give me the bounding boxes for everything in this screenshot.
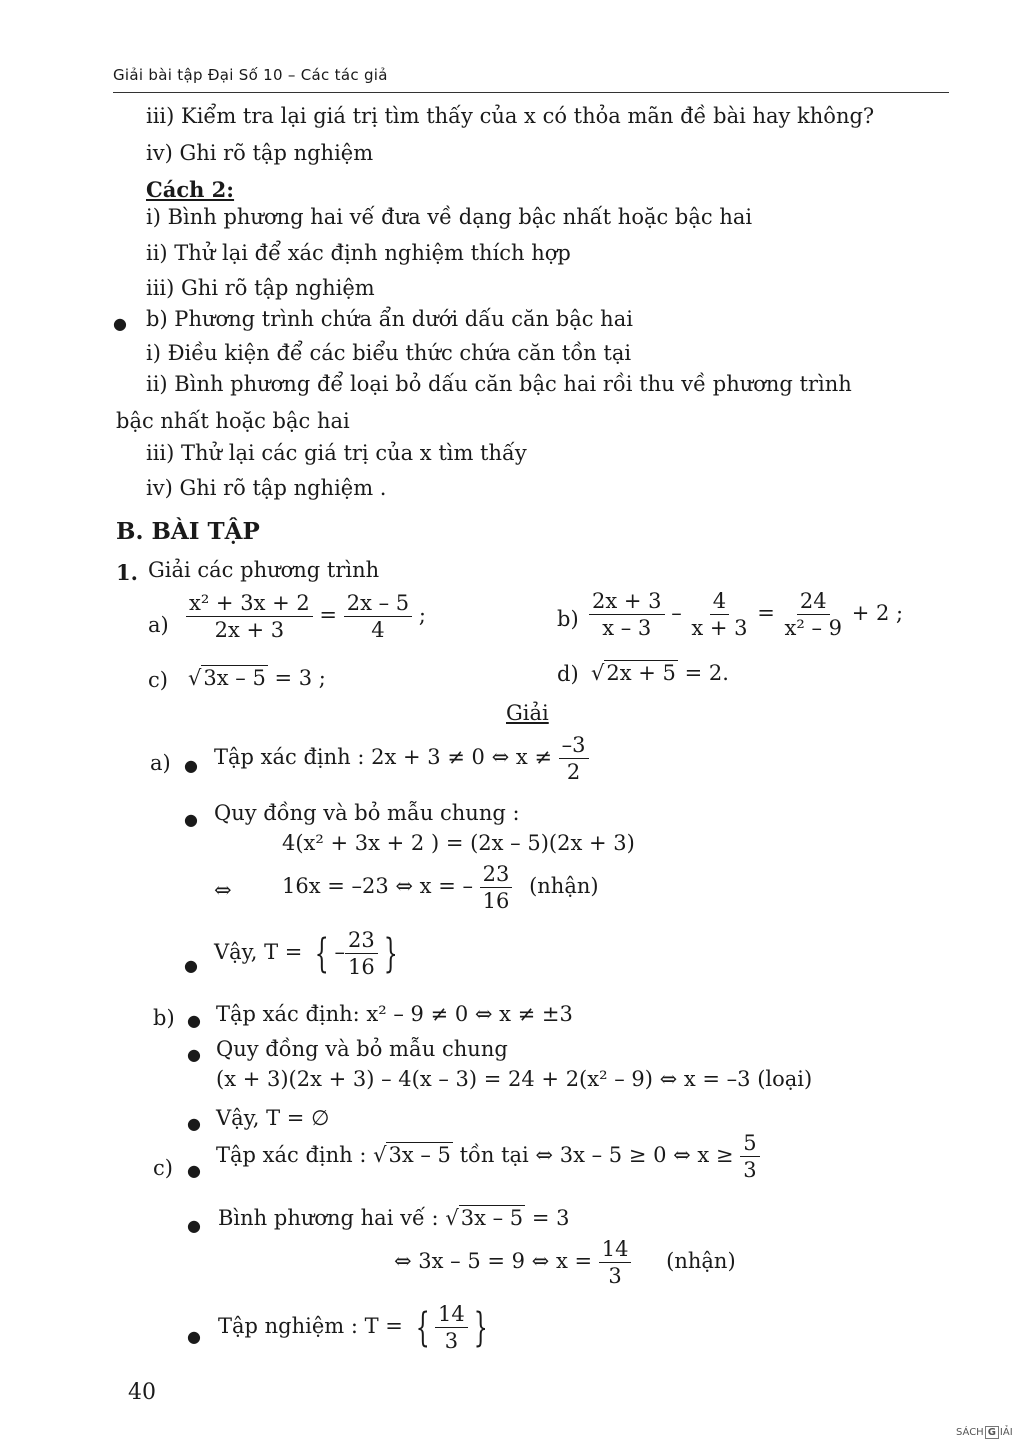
radical-step1: i) Điều kiện để các biểu thức chứa căn tồn tại	[146, 341, 632, 365]
bullet-dot: ●	[187, 1327, 201, 1346]
fraction: $\frac{2x + 3}{x - 3}$	[589, 589, 665, 640]
exercise-a-equation: $\frac{\text{x² + 3x + 2}}{2x + 3}$ = $\frac{2x - 5}{4}$ ;	[186, 591, 426, 642]
exercise-d-label: d)	[557, 662, 579, 686]
exercise-a-label: a)	[148, 613, 169, 637]
solution-b-label: b)	[153, 1006, 175, 1030]
method1-step3: iii) Kiểm tra lại giá trị tìm thấy của x có thỏa mãn đề bài hay không?	[146, 104, 875, 128]
sqrt-sign: √	[445, 1206, 459, 1230]
solution-b-result: Vậy, T = ∅	[216, 1106, 330, 1130]
bullet-dot: ●	[187, 1216, 201, 1235]
bullet-dot: ●	[184, 956, 198, 975]
fraction: $\frac{23}{16}$	[480, 862, 513, 913]
solution-a-result: Vậy, T = { – $\frac{23}{16}$ }	[214, 928, 398, 980]
sqrt-sign: √	[373, 1143, 387, 1168]
bullet-dot: ●	[184, 810, 198, 829]
page-number: 40	[128, 1380, 156, 1405]
radical-title: b) Phương trình chứa ẩn dưới dấu căn bậc hai	[146, 307, 633, 331]
exercise-c-label: c)	[148, 668, 168, 692]
method2-heading: Cách 2:	[146, 177, 235, 202]
exercise-d-equation: √2x + 5 = 2.	[591, 661, 729, 685]
solution-c-square: Bình phương hai vế : √3x – 5 = 3	[218, 1206, 570, 1230]
solution-heading: Giải	[506, 701, 549, 725]
exercise-number: 1.	[116, 560, 138, 585]
fraction: $\frac{4}{x + 3}$	[691, 589, 748, 641]
fraction: $\frac{23}{16}$	[345, 928, 378, 979]
section-heading: B. BÀI TẬP	[116, 518, 260, 545]
bullet-dot: ●	[184, 756, 198, 775]
radical-step4: iv) Ghi rõ tập nghiệm .	[146, 476, 387, 500]
header-rule	[113, 92, 949, 93]
fraction: $\frac{5}{3}$	[740, 1131, 759, 1182]
solution-b-eq1: (x + 3)(2x + 3) – 4(x – 3) = 24 + 2(x² – 9) ⇔ x = –3 (loại)	[216, 1067, 813, 1091]
method1-step4: iv) Ghi rõ tập nghiệm	[146, 141, 374, 165]
bullet-dot: ●	[187, 1114, 201, 1133]
brace-open: {	[314, 930, 329, 977]
publisher-logo: SÁCH G IẢI	[956, 1427, 1013, 1438]
solution-c-label: c)	[153, 1156, 173, 1180]
bullet-dot: ●	[113, 314, 127, 333]
radical-step3: iii) Thử lại các giá trị của x tìm thấy	[146, 441, 527, 465]
method2-step1: i) Bình phương hai vế đưa về dạng bậc nhất hoặc bậc hai	[146, 205, 753, 229]
fraction: $\frac{14}{3}$	[599, 1237, 632, 1288]
solution-b-clear: Quy đồng và bỏ mẫu chung	[216, 1037, 508, 1061]
solution-a-label: a)	[150, 751, 171, 775]
bullet-dot: ●	[187, 1161, 201, 1180]
solution-a-eq2: 16x = –23 ⇔ x = – $\frac{23}{16}$ (nhận)	[282, 862, 599, 914]
fraction: $\frac{14}{3}$	[435, 1302, 468, 1353]
bullet-dot: ●	[187, 1045, 201, 1064]
solution-c-result: Tập nghiệm : T = { $\frac{14}{3}$ }	[218, 1302, 488, 1354]
solution-c-domain: Tập xác định : √3x – 5 tồn tại ⇔ 3x – 5 ≥ 0 ⇔ x ≥ $\frac{5}{3}$	[216, 1131, 760, 1182]
exercise-c-equation: √3x – 5 = 3 ;	[188, 666, 326, 690]
exercise-b-equation: $\frac{2x + 3}{x - 3}$ – $\frac{4}{x + 3}$ = $\frac{24}{\text{x² – 9}}$ + 2 ;	[589, 589, 903, 640]
running-header: Giải bài tập Đại Số 10 – Các tác giả	[113, 66, 388, 84]
bullet-dot: ●	[187, 1011, 201, 1030]
solution-a-clear: Quy đồng và bỏ mẫu chung :	[214, 801, 520, 825]
brace-open: {	[415, 1304, 430, 1351]
fraction: $\frac{\text{x² + 3x + 2}}{2x + 3}$	[186, 591, 313, 642]
fraction: $\frac{2x - 5}{4}$	[344, 591, 412, 642]
brace-close: }	[383, 930, 398, 977]
brace-close: }	[473, 1304, 488, 1351]
solution-a-eq2-prefix: ⇔	[214, 878, 232, 902]
radical-step2b: bậc nhất hoặc bậc hai	[116, 409, 350, 433]
radical-step2a: ii) Bình phương để loại bỏ dấu căn bậc hai rồi thu về phương trình	[146, 372, 852, 396]
solution-b-domain: Tập xác định: x² – 9 ≠ 0 ⇔ x ≠ ±3	[216, 1002, 573, 1026]
solution-c-eq: ⇔ 3x – 5 = 9 ⇔ x = $\frac{14}{3}$ (nhận)	[394, 1237, 736, 1289]
method2-step2: ii) Thử lại để xác định nghiệm thích hợp	[146, 241, 571, 265]
solution-a-domain: Tập xác định : 2x + 3 ≠ 0 ⇔ x ≠ $\frac{-3}{2}$	[214, 733, 589, 784]
exercise-b-label: b)	[557, 607, 579, 631]
solution-a-eq1: 4(x² + 3x + 2 ) = (2x – 5)(2x + 3)	[282, 831, 635, 855]
sqrt-sign: √	[188, 666, 202, 690]
fraction: $\frac{-3}{2}$	[559, 733, 589, 784]
method2-step3: iii) Ghi rõ tập nghiệm	[146, 276, 375, 300]
sqrt-sign: √	[591, 661, 605, 685]
exercise-prompt: Giải các phương trình	[148, 558, 380, 582]
fraction: $\frac{24}{\text{x² – 9}}$	[784, 589, 843, 641]
